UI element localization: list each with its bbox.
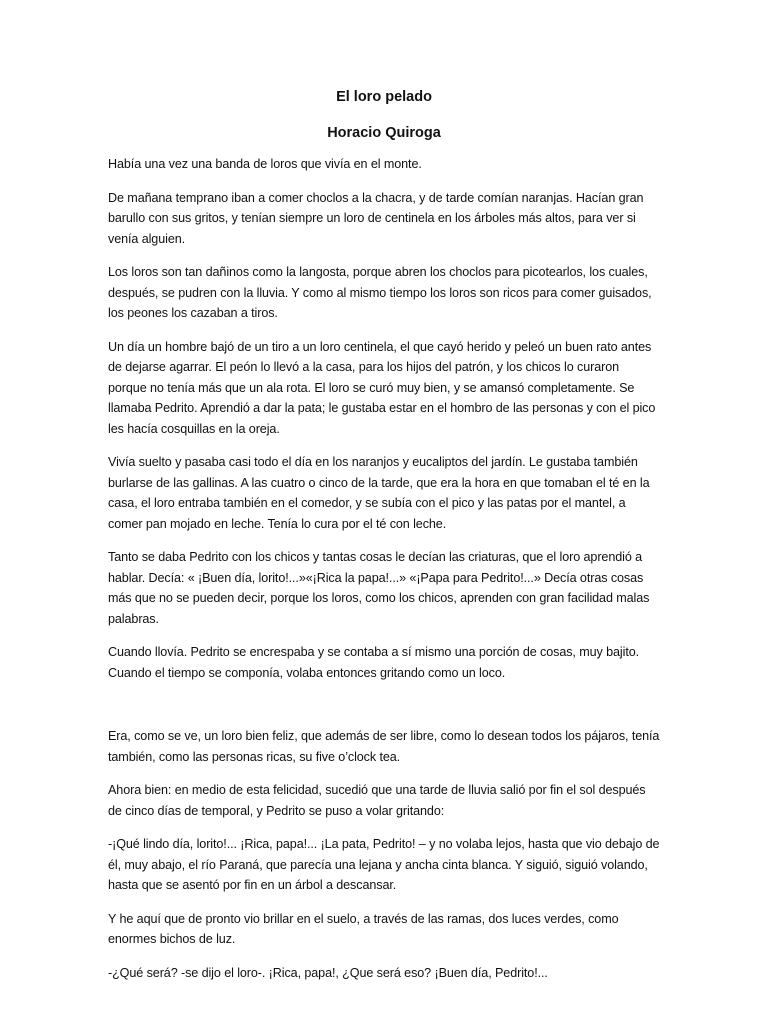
paragraph: Era, como se ve, un loro bien feliz, que además de ser libre, como lo desean todos los pájaros, tenía también, como las personas ricas, su five o’clock tea. (108, 729, 660, 764)
paragraph: Un día un hombre bajó de un tiro a un loro centinela, el que cayó herido y peleó un buen rato antes de dejarse agarrar. El peón lo llevó a la casa, para los hijos del patrón, y los chicos lo curaron porque no tenía más que un ala rota. El loro se curó muy bien, y se amansó completamente. Se llamaba Pedrito. Aprendió a dar la pata; le gustaba estar en el hombro de las personas y con el pico les hacía cosquillas en la oreja. (108, 339, 656, 436)
paragraph: Había una vez una banda de loros que vivía en el monte. (108, 157, 422, 171)
paragraph: Tanto se daba Pedrito con los chicos y tantas cosas le decían las criaturas, que el loro aprendió a hablar. Decía: « ¡Buen día, lorito!...»«¡Rica la papa!...» «¡Papa para Pedrito!...» Decía otras cosas más que no se pueden decir, porque los loros, como los chicos, aprenden con gran facilidad malas palabras. (108, 550, 650, 626)
document-title: El loro pelado (336, 89, 432, 105)
paragraph: Los loros son tan dañinos como la langosta, porque abren los choclos para picotearlos, los cuales, después, se pudren con la lluvia. Y como al mismo tiempo los loros son ricos para comer guisados, los peones los cazaban a tiros. (108, 265, 652, 320)
paragraph: Vivía suelto y pasaba casi todo el día en los naranjos y eucaliptos del jardín. Le gustaba también burlarse de las gallinas. A las cuatro o cinco de la tarde, que era la hora en que tomaban el té en la casa, el loro entraba también en el comedor, y se subía con el pico y las patas por el mantel, a comer pan mojado en leche. Tenía lo cura por el té con leche. (108, 455, 650, 531)
document-author: Horacio Quiroga (327, 125, 441, 141)
section-gap (108, 696, 660, 726)
paragraph: De mañana temprano iban a comer choclos a la chacra, y de tarde comían naranjas. Hacían gran barullo con sus gritos, y tenían siempre un loro de centinela en los árboles más altos, para ver si venía alguien. (108, 190, 644, 246)
paragraph: -¿Qué será? -se dijo el loro-. ¡Rica, papa!, ¿Que será eso? ¡Buen día, Pedrito!... (108, 965, 548, 980)
paragraph: -¡Qué lindo día, lorito!... ¡Rica, papa!... ¡La pata, Pedrito! – y no volaba lejos, hasta que vio debajo de él, muy abajo, el río Paraná, que parecía una lejana y ancha cinta blanca. Y siguió, siguió volando, hasta que se asentó por fin en un árbol a descansar. (108, 837, 660, 892)
paragraph: Ahora bien: en medio de esta felicidad, sucedió que una tarde de lluvia salió por fin el sol después de cinco días de temporal, y Pedrito se puso a volar gritando: (108, 783, 646, 818)
paragraph: Y he aquí que de pronto vio brillar en el suelo, a través de las ramas, dos luces verdes, como enormes bichos de luz. (108, 911, 619, 946)
document-page (108, 86, 660, 996)
paragraph: Cuando llovía. Pedrito se encrespaba y se contaba a sí mismo una porción de cosas, muy bajito. Cuando el tiempo se componía, volaba entonces gritando como un loco. (108, 645, 640, 680)
